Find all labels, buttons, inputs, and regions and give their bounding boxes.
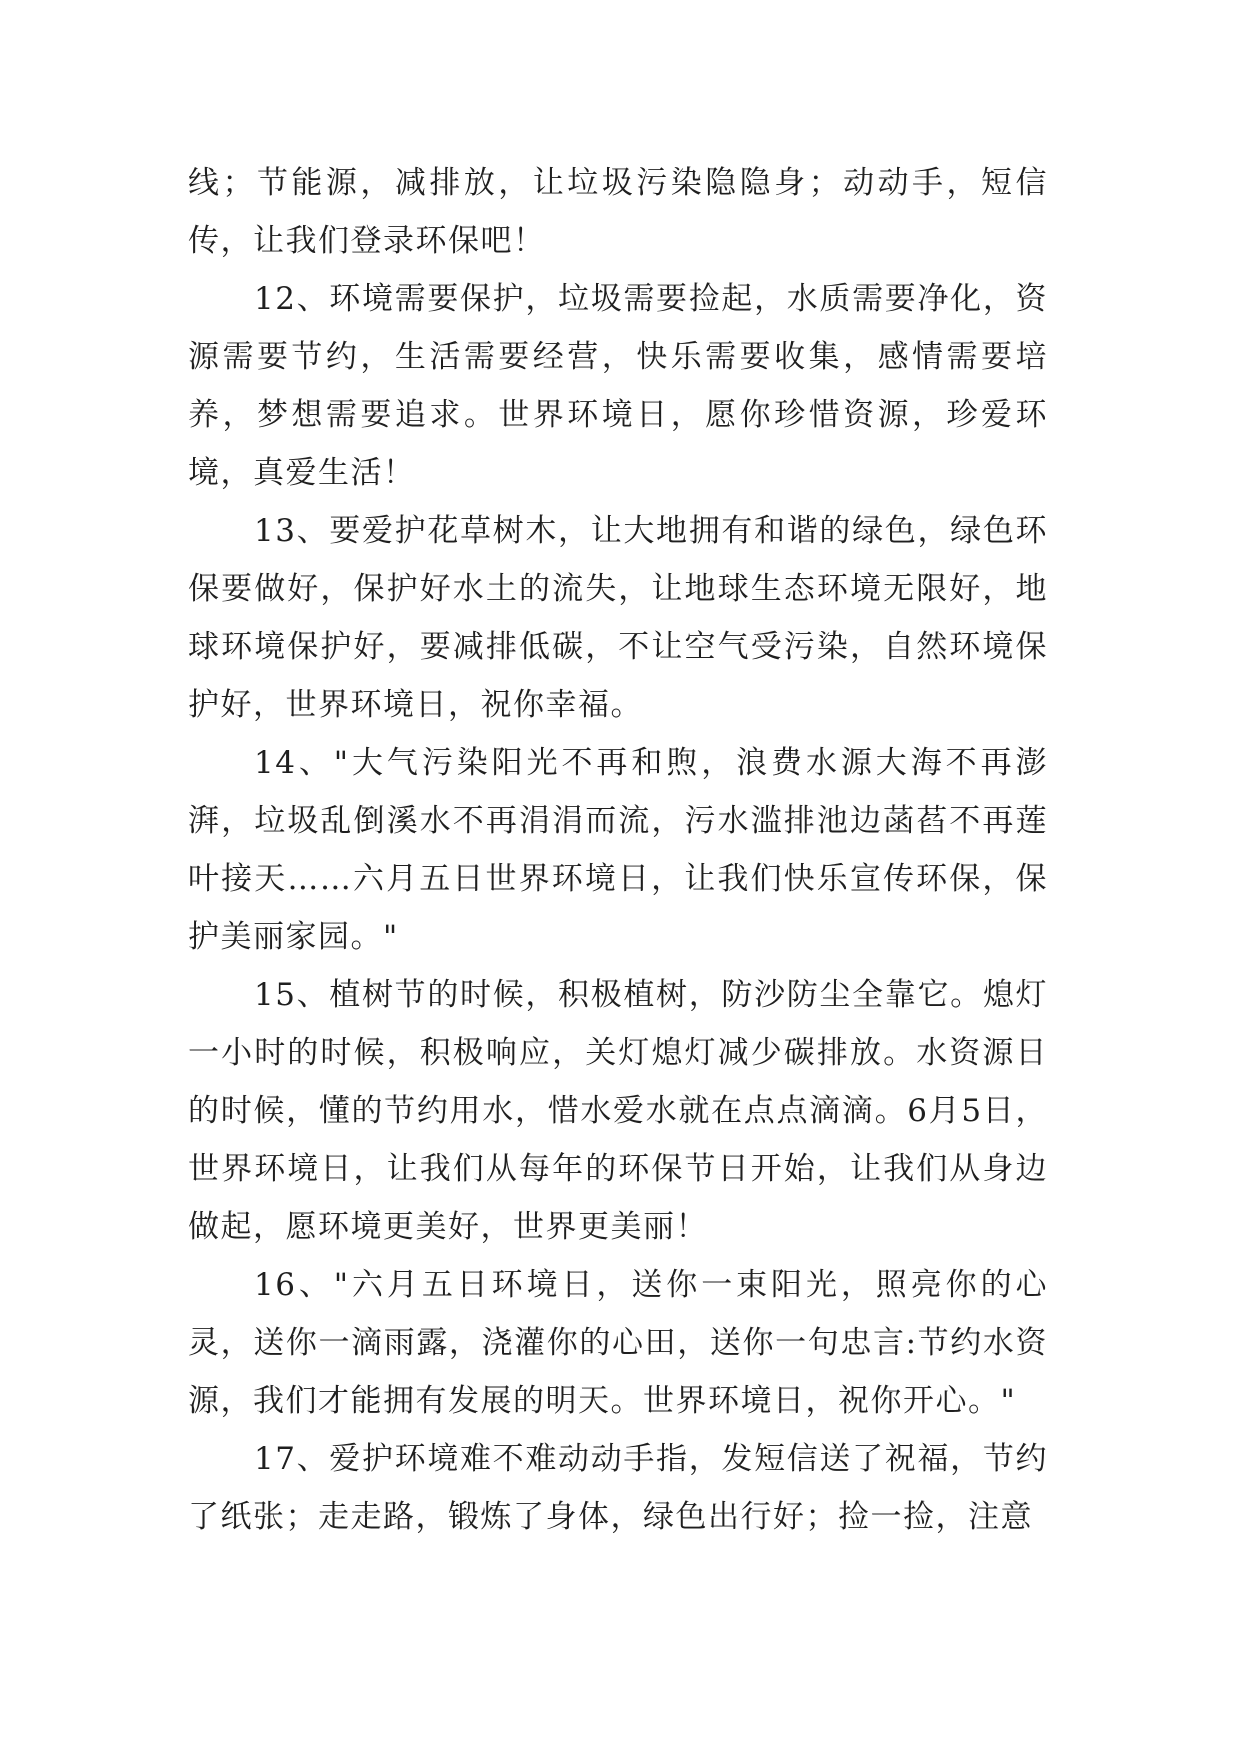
document-body <box>188 154 1048 1546</box>
paragraph-14: 14、"大气污染阳光不再和煦，浪费水源大海不再澎湃，垃圾乱倒溪水不再涓涓而流，污水滥排池边菡萏不再莲叶接天……六月五日世界环境日，让我们快乐宣传环保，保护美丽家园。" <box>188 745 1048 955</box>
paragraph-continuation: 线；节能源，减排放，让垃圾污染隐隐身；动动手，短信传，让我们登录环保吧！ <box>188 165 1048 259</box>
paragraph-16: 16、"六月五日环境日，送你一束阳光，照亮你的心灵，送你一滴雨露，浇灌你的心田，送你一句忠言:节约水资源，我们才能拥有发展的明天。世界环境日，祝你开心。" <box>188 1267 1048 1419</box>
paragraph-15: 15、植树节的时候，积极植树，防沙防尘全靠它。熄灯一小时的时候，积极响应，关灯熄灯减少碳排放。水资源日的时候，懂的节约用水，惜水爱水就在点点滴滴。6月5日，世界环境日，让我们从每年的环保节日开始，让我们从身边做起，愿环境更美好，世界更美丽！ <box>188 977 1048 1245</box>
paragraph-13: 13、要爱护花草树木，让大地拥有和谐的绿色，绿色环保要做好，保护好水土的流失，让地球生态环境无限好，地球环境保护好，要减排低碳，不让空气受污染，自然环境保护好，世界环境日，祝你幸福。 <box>188 513 1048 723</box>
paragraph-17: 17、爱护环境难不难动动手指，发短信送了祝福，节约了纸张；走走路，锻炼了身体，绿色出行好；捡一捡，注意 <box>188 1441 1048 1535</box>
paragraph-12: 12、环境需要保护，垃圾需要捡起，水质需要净化，资源需要节约，生活需要经营，快乐需要收集，感情需要培养，梦想需要追求。世界环境日，愿你珍惜资源，珍爱环境，真爱生活！ <box>188 281 1048 491</box>
